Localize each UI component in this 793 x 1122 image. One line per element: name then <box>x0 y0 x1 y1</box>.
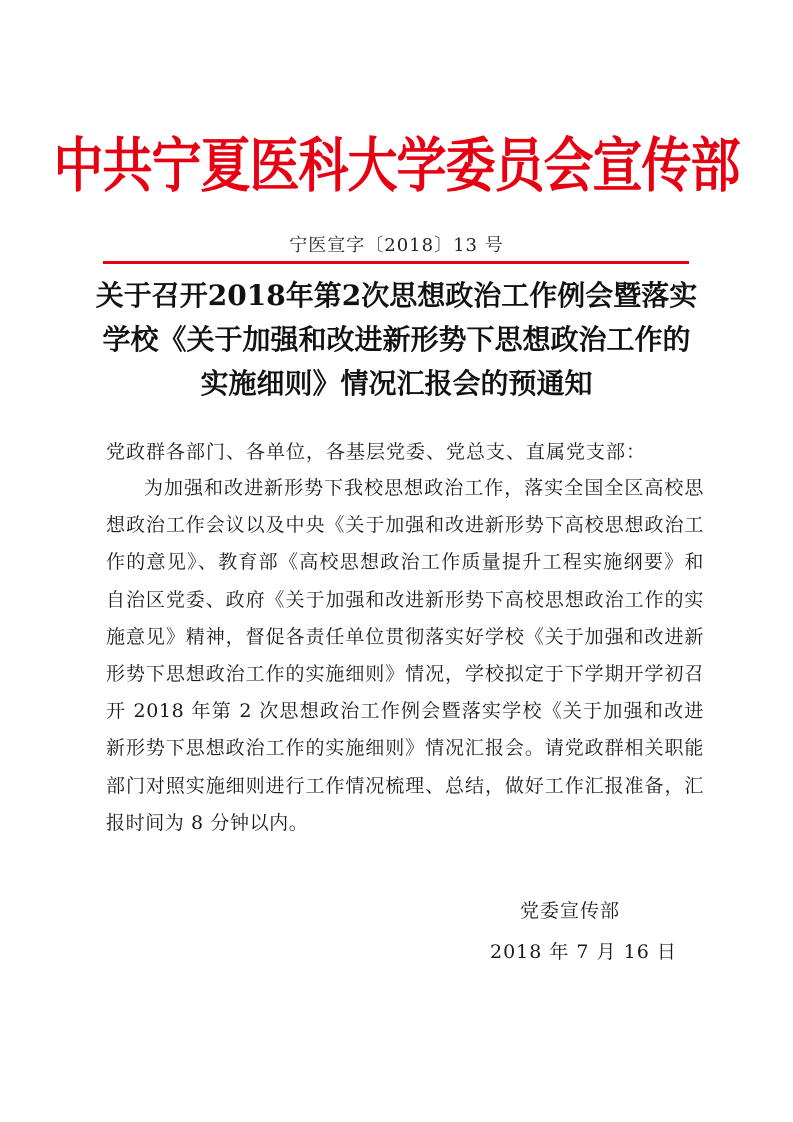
document-title: 关于召开2018年第2次思想政治工作例会暨落实学校《关于加强和改进新形势下思想政治工作的实施细则》情况汇报会的预通知 <box>95 279 698 400</box>
salutation: 党政群各部门、各单位，各基层党委、党总支、直属党支部： <box>106 441 647 463</box>
document-number: 宁医宣字〔2018〕13 号 <box>289 235 504 256</box>
signature-department: 党委宣传部 <box>520 900 621 922</box>
issue-date: 2018 年 7 月 16 日 <box>490 941 677 963</box>
issuer-masthead: 中共宁夏医科大学委员会宣传部 <box>53 131 740 200</box>
red-divider-line <box>103 261 689 264</box>
body-paragraph: 为加强和改进新形势下我校思想政治工作，落实全国全区高校思想政治工作会议以及中央《关于加强和改进新形势下高校思想政治工作的意见》、教育部《高校思想政治工作质量提升工程实施纲要》和自治区党委、政府《关于加强和改进新形势下高校思想政治工作的实施意见》精神，督促各责任单位贯彻落实好学校《关于加强和改进新形势下思想政治工作的实施细则》情况，学校拟定于下学期开学初召开 2018 年第 2 次思想政治工作例会暨落实学校《关于加强和改进新形势下思想政治工作的实施细则》情况汇报会。请党政群相关职能部门对照实施细则进行工作情况梳理、总结，做好工作汇报准备，汇报时间为 8 分钟以内。 <box>106 477 704 834</box>
